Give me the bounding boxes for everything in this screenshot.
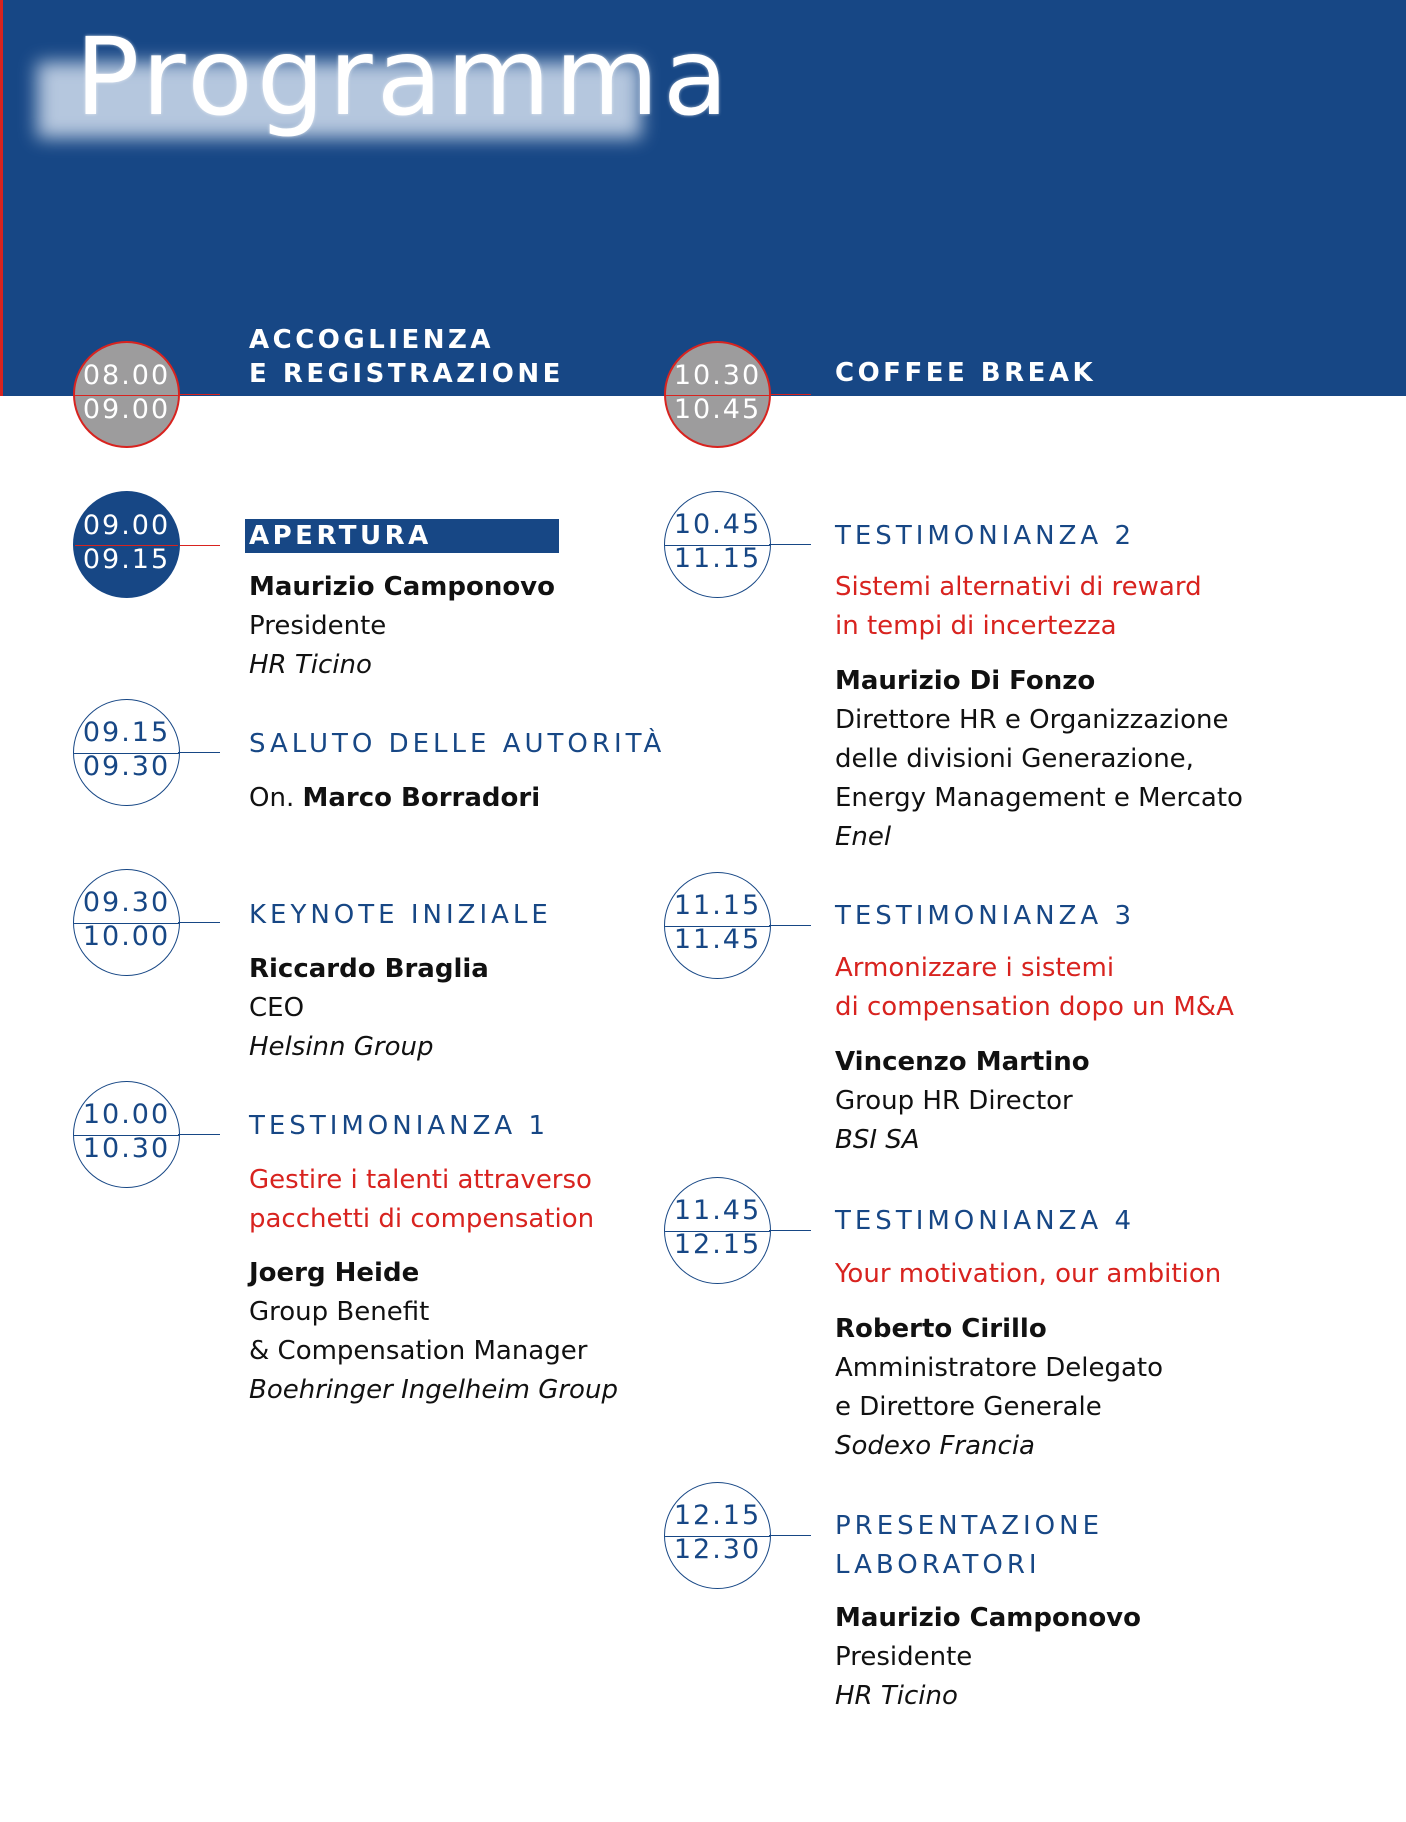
speaker-role: Energy Management e Mercato — [835, 783, 1243, 813]
time-end: 10.00 — [82, 921, 171, 952]
session-topic: Gestire i talenti attraverso pacchetti di compensation — [249, 1165, 595, 1234]
connector-line — [178, 922, 220, 923]
speaker-role: Direttore HR e Organizzazione — [835, 705, 1229, 735]
session-topic: Your motivation, our ambition — [835, 1259, 1222, 1289]
speaker-name: Vincenzo Martino — [835, 1047, 1090, 1077]
speaker-role: Group Benefit — [249, 1297, 430, 1327]
time-start: 12.15 — [673, 1500, 762, 1531]
time-circle — [664, 1177, 771, 1284]
time-circle — [664, 1482, 771, 1589]
session-heading: TESTIMONIANZA 2 — [835, 521, 1136, 551]
speaker-org: HR Ticino — [249, 650, 372, 680]
time-circle — [73, 869, 180, 976]
speaker-block — [835, 662, 1243, 857]
time-start: 11.15 — [673, 890, 762, 921]
time-circle — [73, 341, 180, 448]
speaker-block — [835, 1599, 1141, 1716]
connector-line — [180, 545, 220, 546]
speaker-block — [249, 779, 540, 818]
session-topic: Sistemi alternativi di reward in tempi di incertezza — [835, 572, 1202, 641]
header-band — [0, 0, 1406, 396]
time-start: 10.30 — [673, 360, 762, 391]
time-circle — [664, 872, 771, 979]
connector-line — [769, 925, 811, 926]
connector-line — [178, 752, 220, 753]
time-circle — [664, 341, 771, 448]
time-start: 09.15 — [82, 717, 171, 748]
time-end: 09.00 — [82, 394, 171, 425]
speaker-role: Presidente — [835, 1642, 973, 1672]
time-end: 11.45 — [673, 924, 762, 955]
connector-line — [178, 1134, 220, 1135]
time-start: 10.45 — [673, 509, 762, 540]
time-start: 11.45 — [673, 1195, 762, 1226]
time-end: 11.15 — [673, 543, 762, 574]
time-circle — [73, 491, 180, 598]
time-start: 10.00 — [82, 1099, 171, 1130]
speaker-role: delle divisioni Generazione, — [835, 744, 1194, 774]
session-heading: TESTIMONIANZA 3 — [835, 901, 1136, 931]
speaker-name: Joerg Heide — [249, 1258, 420, 1288]
time-end: 10.45 — [673, 394, 762, 425]
connector-line — [769, 1535, 811, 1536]
time-start: 08.00 — [82, 360, 171, 391]
speaker-block — [835, 1310, 1163, 1466]
session-heading: ACCOGLIENZA E REGISTRAZIONE — [249, 325, 564, 389]
time-circle — [73, 699, 180, 806]
speaker-role: Amministratore Delegato — [835, 1353, 1163, 1383]
time-end: 09.30 — [82, 751, 171, 782]
speaker-org: Enel — [835, 822, 892, 852]
time-circle — [664, 491, 771, 598]
time-end: 10.30 — [82, 1133, 171, 1164]
time-end: 09.15 — [82, 544, 171, 575]
connector-line — [769, 544, 811, 545]
speaker-name: Maurizio Di Fonzo — [835, 666, 1096, 696]
speaker-block — [249, 1254, 618, 1410]
speaker-org: Helsinn Group — [249, 1032, 434, 1062]
time-circle — [73, 1081, 180, 1188]
session-topic: Armonizzare i sistemi di compensation dopo un M&A — [835, 953, 1234, 1022]
speaker-name: Maurizio Camponovo — [249, 572, 555, 602]
speaker-role: e Direttore Generale — [835, 1392, 1102, 1422]
session-heading: APERTURA — [245, 519, 559, 553]
session-heading: PRESENTAZIONE LABORATORI — [835, 1511, 1104, 1580]
speaker-prefix: On. — [249, 783, 295, 813]
speaker-name: Riccardo Braglia — [249, 954, 489, 984]
page-title: Programma — [75, 16, 733, 140]
speaker-name: Marco Borradori — [302, 783, 541, 813]
speaker-role: & Compensation Manager — [249, 1336, 588, 1366]
time-start: 09.00 — [82, 510, 171, 541]
session-heading: TESTIMONIANZA 4 — [835, 1206, 1136, 1236]
session-heading: SALUTO DELLE AUTORITÀ — [249, 729, 666, 759]
speaker-block — [249, 568, 555, 685]
connector-line — [771, 394, 811, 395]
speaker-org: BSI SA — [835, 1125, 920, 1155]
time-end: 12.15 — [673, 1229, 762, 1260]
speaker-name: Maurizio Camponovo — [835, 1603, 1141, 1633]
session-heading: COFFEE BREAK — [835, 358, 1097, 388]
session-heading: TESTIMONIANZA 1 — [249, 1111, 550, 1141]
speaker-role: Presidente — [249, 611, 387, 641]
time-start: 09.30 — [82, 887, 171, 918]
connector-line — [769, 1230, 811, 1231]
speaker-name: Roberto Cirillo — [835, 1314, 1047, 1344]
speaker-role: Group HR Director — [835, 1086, 1073, 1116]
speaker-role: CEO — [249, 993, 305, 1023]
speaker-org: HR Ticino — [835, 1681, 958, 1711]
speaker-org: Sodexo Francia — [835, 1431, 1035, 1461]
connector-line — [180, 394, 220, 395]
speaker-org: Boehringer Ingelheim Group — [249, 1375, 618, 1405]
time-end: 12.30 — [673, 1534, 762, 1565]
session-heading: KEYNOTE INIZIALE — [249, 900, 552, 930]
speaker-block — [249, 950, 489, 1067]
speaker-block — [835, 1043, 1090, 1160]
